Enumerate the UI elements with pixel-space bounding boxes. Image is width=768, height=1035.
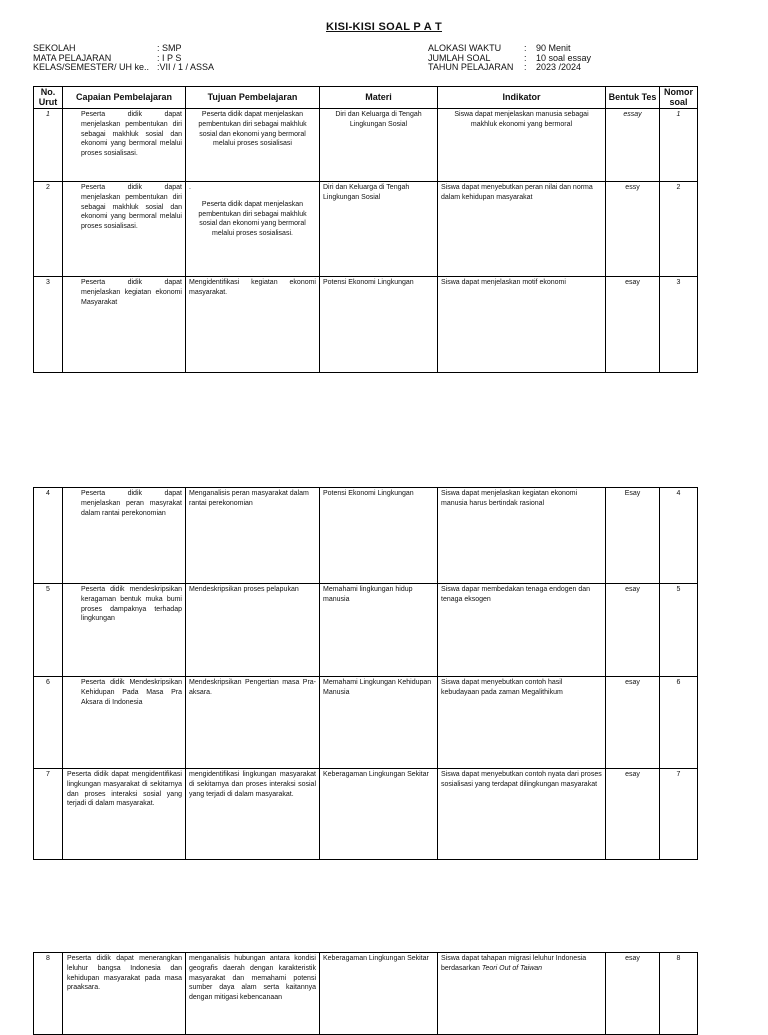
- row-no: 8: [34, 953, 63, 1035]
- row-no: 2: [34, 182, 63, 277]
- time-label: ALOKASI WAKTU: [428, 43, 502, 53]
- row-tujuan-mark: .: [189, 184, 191, 191]
- row-materi: Diri dan Keluarga di Tengah Lingkungan Sosial: [320, 182, 438, 277]
- row-indikator: Siswa dapat tahapan migrasi leluhur Indonesia berdasarkan: [441, 955, 587, 972]
- subject-label: MATA PELAJARAN: [33, 52, 112, 63]
- count-value: 10 soal essay: [536, 52, 592, 63]
- header-tujuan: Tujuan Pembelajaran: [186, 87, 320, 109]
- grid-table-page-3: [33, 952, 698, 1035]
- year-value: 2023 /2024: [536, 62, 582, 72]
- exam-info-row: [428, 63, 591, 73]
- row-indikator-theory: Teori Out of Taiwan: [481, 964, 543, 972]
- row-bentuk: essy: [606, 182, 660, 277]
- header-materi: Materi: [320, 87, 438, 109]
- row-indikator: Siswa dapat menyebutkan contoh hasil kebudayaan pada zaman Megalithikum: [438, 677, 606, 769]
- row-materi: Keberagaman Lingkungan Sekitar: [320, 953, 438, 1035]
- row-bentuk: Esay: [606, 488, 660, 584]
- document-title: KISI-KISI SOAL P A T: [325, 21, 443, 33]
- row-nomor: 6: [660, 677, 698, 769]
- row-tujuan: mengidentifikasi lingkungan masyarakat di sekitarnya dan proses interaksi sosial yang terjadi di dalam masyarakat.: [186, 769, 320, 860]
- row-materi: Diri dan Keluarga di Tengah Lingkungan Sosial: [320, 109, 438, 182]
- year-colon: :: [524, 62, 527, 72]
- row-nomor: 3: [660, 277, 698, 373]
- table-row: [34, 488, 698, 584]
- spacer: [189, 193, 316, 200]
- row-bentuk: esay: [606, 677, 660, 769]
- row-no: 5: [34, 584, 63, 677]
- row-bentuk: esay: [606, 277, 660, 373]
- row-capaian: Peserta didik dapat menjelaskan pembentukan diri sebagai makhluk sosial dan ekonomi yang bermoral melalui proses sosialisasi.: [63, 109, 186, 182]
- row-indikator: Siswa dapat menyebutkan contoh nyata dari proses sosialisasi yang terdapat dilingkungan masyarakat: [438, 769, 606, 860]
- row-tujuan: Menganalisis peran masyarakat dalam rantai perekonomian: [186, 488, 320, 584]
- row-materi: Keberagaman Lingkungan Sekitar: [320, 769, 438, 860]
- row-tujuan: Mendeskripsikan Pengertian masa Pra-aksara.: [186, 677, 320, 769]
- row-capaian: Peserta didik dapat mengidentifikasi lingkungan masyarakat di sekitarnya dan proses interaksi sosial yang terjadi di dalam masyarakat.: [63, 769, 186, 860]
- row-indikator: Siswa dapat menjelaskan kegiatan ekonomi manusia harus bertindak rasional: [438, 488, 606, 584]
- row-tujuan: Mengidentifikasi kegiatan ekonomi masyarakat.: [186, 277, 320, 373]
- header-indikator: Indikator: [438, 87, 606, 109]
- table-row: [34, 953, 698, 1035]
- table-row: [34, 677, 698, 769]
- row-nomor: 2: [660, 182, 698, 277]
- row-nomor: 4: [660, 488, 698, 584]
- row-materi: Memahami lingkungan hidup manusia: [320, 584, 438, 677]
- row-indikator: Siswa dapat menjelaskan motif ekonomi: [438, 277, 606, 373]
- row-indikator: Siswa dapat menjelaskan manusia sebagai makhluk ekonomi yang bermoral: [438, 109, 606, 182]
- row-bentuk: esay: [606, 769, 660, 860]
- row-indikator: Siswa dapar membedakan tenaga endogen dan tenaga eksogen: [438, 584, 606, 677]
- row-tujuan: Mendeskripsikan proses pelapukan: [186, 584, 320, 677]
- row-capaian: Peserta didik dapat menjelaskan pembentukan diri sebagai makhluk sosial dan ekonomi yang bermoral melalui proses sosialisasi.: [63, 182, 186, 277]
- row-capaian: Peserta didik dapat menerangkan leluhur bangsa Indonesia dan kehidupan masyarakat pada masa praaksara.: [63, 953, 186, 1035]
- header-nomor: Nomor soal: [660, 87, 698, 109]
- table-row: [34, 584, 698, 677]
- row-capaian: Peserta didik mendeskripsikan keragaman bentuk muka bumi proses dampaknya terhadap lingkungan: [63, 584, 186, 677]
- header-no: No. Urut: [34, 87, 63, 109]
- row-tujuan: Peserta didik dapat menjelaskan pembentukan diri sebagai makhluk sosial dan ekonomi yang bermoral melalui proses sosialisasi.: [198, 200, 307, 238]
- row-tujuan: Peserta didik dapat menjelaskan pembentukan diri sebagai makhluk sosial dan ekonomi yang bermoral melalui proses sosialisasi: [186, 109, 320, 182]
- row-materi: Potensi Ekonomi Lingkungan: [320, 277, 438, 373]
- row-nomor: 1: [660, 109, 698, 182]
- grid-table-page-2: [33, 487, 698, 860]
- header-row: [34, 87, 698, 109]
- school-info-row: [33, 63, 214, 73]
- time-value: 90 Menit: [536, 43, 571, 53]
- table-row: [34, 277, 698, 373]
- row-bentuk: esay: [606, 584, 660, 677]
- table-row: [34, 109, 698, 182]
- row-indikator: Siswa dapat menyebutkan peran nilai dan norma dalam kehidupan masyarakat: [438, 182, 606, 277]
- row-materi: Memahami Lingkungan Kehidupan Manusia: [320, 677, 438, 769]
- row-bentuk: essay: [606, 109, 660, 182]
- school-info: [33, 44, 214, 73]
- table-row: [34, 769, 698, 860]
- school-label: SEKOLAH: [33, 43, 76, 53]
- row-materi: Potensi Ekonomi Lingkungan: [320, 488, 438, 584]
- row-nomor: 5: [660, 584, 698, 677]
- class-label: KELAS/SEMESTER/ UH ke..: [33, 62, 150, 72]
- row-indikator-cell: [438, 953, 606, 1035]
- count-label: JUMLAH SOAL: [428, 52, 491, 63]
- row-nomor: 7: [660, 769, 698, 860]
- class-value: :VII / 1 / ASSA: [157, 62, 215, 72]
- row-tujuan: menganalisis hubungan antara kondisi geografis daerah dengan karakteristik masyarakat dan memahami potensi sumber daya alam serta kaitannya dengan mitigasi kebencanaan: [186, 953, 320, 1035]
- time-colon: :: [524, 43, 527, 53]
- row-bentuk: esay: [606, 953, 660, 1035]
- row-no: 1: [34, 109, 63, 182]
- count-colon: :: [524, 52, 527, 63]
- row-no: 6: [34, 677, 63, 769]
- school-value: : SMP: [157, 43, 182, 53]
- row-no: 4: [34, 488, 63, 584]
- row-no: 7: [34, 769, 63, 860]
- table-row: [34, 182, 698, 277]
- row-nomor: 8: [660, 953, 698, 1035]
- row-capaian: Peserta didik dapat menjelaskan peran masyrakat dalam rantai perekonomian: [63, 488, 186, 584]
- exam-info: [428, 44, 591, 73]
- row-capaian: Peserta didik dapat menjelaskan kegiatan ekonomi Masyarakat: [63, 277, 186, 373]
- header-capaian: Capaian Pembelajaran: [63, 87, 186, 109]
- year-label: TAHUN PELAJARAN: [428, 62, 514, 72]
- header-bentuk: Bentuk Tes: [606, 87, 660, 109]
- subject-value: : I P S: [157, 52, 182, 63]
- row-tujuan-cell: [186, 182, 320, 277]
- row-capaian: Peserta didik Mendeskripsikan Kehidupan Pada Masa Pra Aksara di Indonesia: [63, 677, 186, 769]
- row-no: 3: [34, 277, 63, 373]
- grid-table-page-1: [33, 86, 698, 373]
